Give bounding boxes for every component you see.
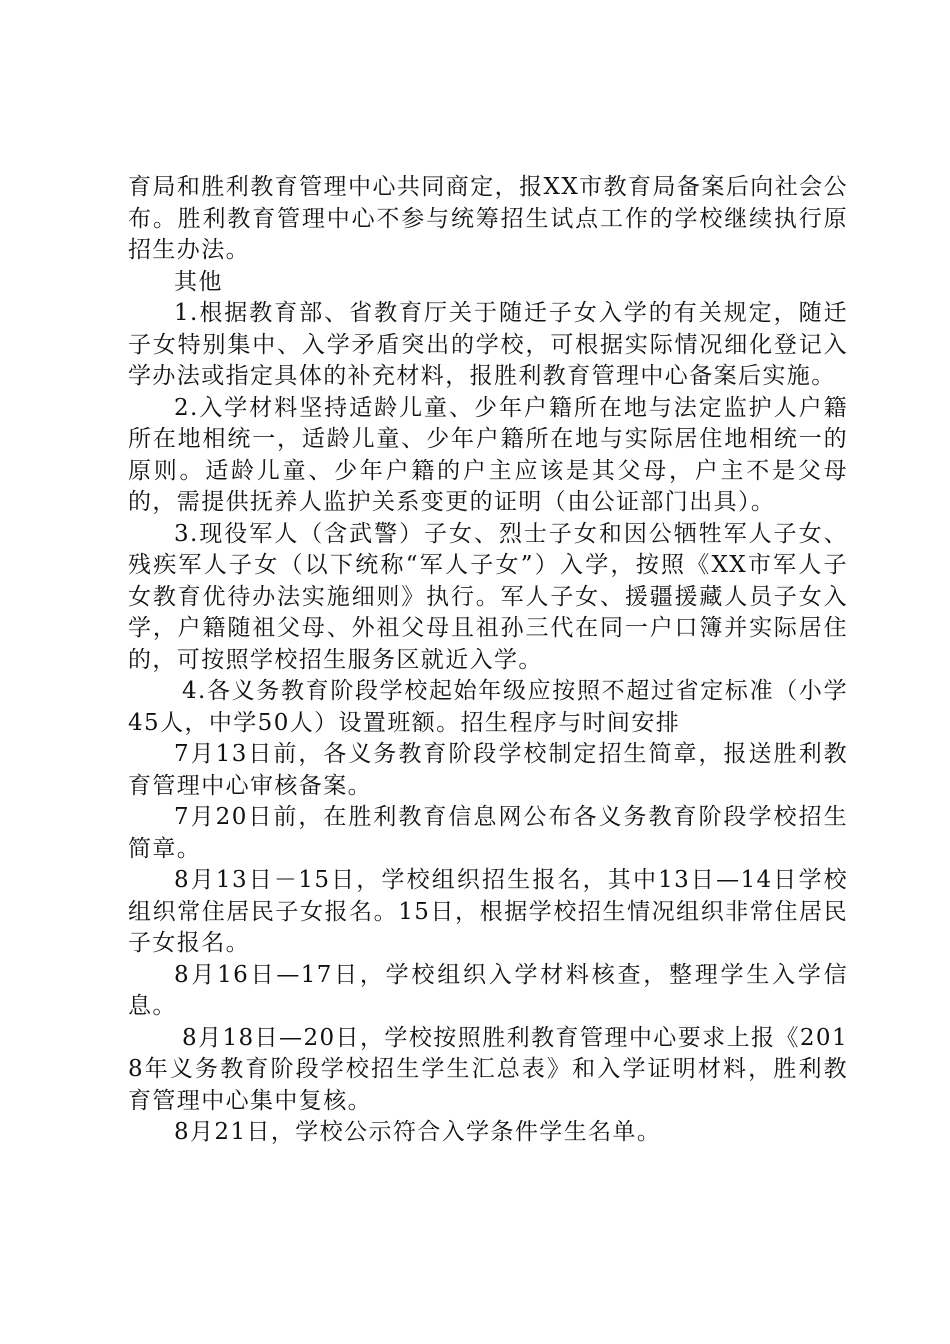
paragraph-item-3: 3.现役军人（含武警）子女、烈士子女和因公牺牲军人子女、残疾军人子女（以下统称“军人子女”）入学，按照《XX市军人子女教育优待办法实施细则》执行。军人子女、援疆援藏人员子女入学，户籍随祖父母、外祖父母且祖孙三代在同一户口簿并实际居住的，可按照学校招生服务区就近入学。 (128, 520, 848, 673)
paragraph-schedule-3: 8月13日－15日，学校组织招生报名，其中13日—14日学校组织常住居民子女报名。15日，根据学校招生情况组织非常住居民子女报名。 (128, 867, 848, 956)
paragraph-schedule-2: 7月20日前，在胜利教育信息网公布各义务教育阶段学校招生简章。 (128, 804, 848, 862)
document-body (128, 172, 848, 1149)
paragraph-item-1: 1.根据教育部、省教育厅关于随迁子女入学的有关规定，随迁子女特别集中、入学矛盾突出的学校，可根据实际情况细化登记入学办法或指定具体的补充材料，报胜利教育管理中心备案后实施。 (128, 300, 848, 389)
paragraph-schedule-5: 8月18日—20日，学校按照胜利教育管理中心要求上报《2018年义务教育阶段学校招生学生汇总表》和入学证明材料，胜利教育管理中心集中复核。 (128, 1024, 848, 1114)
paragraph-continuation: 育局和胜利教育管理中心共同商定，报XX市教育局备案后向社会公布。胜利教育管理中心不参与统筹招生试点工作的学校继续执行原招生办法。 (128, 174, 848, 263)
section-heading-other: 其他 (174, 268, 223, 295)
paragraph-schedule-6: 8月21日，学校公示符合入学条件学生名单。 (174, 1119, 662, 1145)
paragraph-item-4: 4.各义务教育阶段学校起始年级应按照不超过省定标准（小学45人，中学50人）设置班额。招生程序与时间安排 (128, 678, 848, 736)
paragraph-schedule-1: 7月13日前，各义务教育阶段学校制定招生简章，报送胜利教育管理中心审核备案。 (128, 741, 848, 799)
paragraph-schedule-4: 8月16日—17日，学校组织入学材料核查，整理学生入学信息。 (128, 961, 848, 1019)
paragraph-item-2: 2.入学材料坚持适龄儿童、少年户籍所在地与法定监护人户籍所在地相统一，适龄儿童、少年户籍所在地与实际居住地相统一的原则。适龄儿童、少年户籍的户主应该是其父母，户主不是父母的，需提供抚养人监护关系变更的证明（由公证部门出具）。 (128, 394, 848, 515)
